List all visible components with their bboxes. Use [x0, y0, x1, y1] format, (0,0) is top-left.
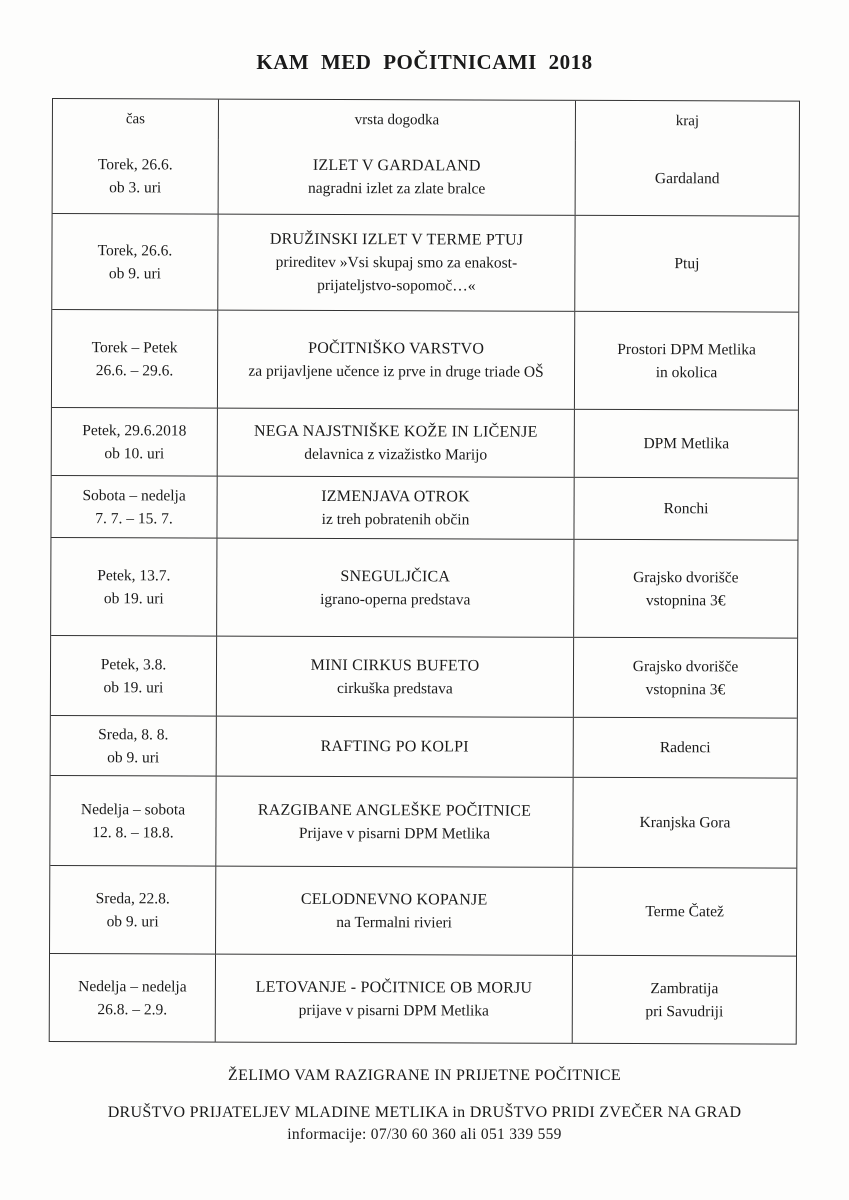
- table-header-row: [53, 99, 799, 142]
- table-row: [51, 537, 797, 638]
- event-description: Prijave v pisarni DPM Metlika: [298, 824, 491, 843]
- event-description: prireditev »Vsi skupaj smo za enakost-: [275, 253, 518, 272]
- page-title: KAM MED POČITNICAMI 2018: [256, 50, 593, 74]
- place-line: Gardaland: [654, 169, 720, 187]
- place-line: Ronchi: [663, 500, 709, 518]
- events-table: [49, 98, 800, 1045]
- time-line: 12. 8. – 18.8.: [92, 823, 174, 841]
- column-header-time: čas: [53, 99, 219, 140]
- event-title: NEGA NAJSTNIŠKE KOŽE IN LIČENJE: [254, 422, 538, 441]
- time-line: ob 9. uri: [107, 748, 160, 766]
- table-row: [50, 775, 796, 868]
- closing-wish: ŽELIMO VAM RAZIGRANE IN PRIJETNE POČITNICE: [228, 1067, 621, 1084]
- event-cell: [218, 215, 575, 311]
- time-line: ob 19. uri: [103, 678, 164, 696]
- time-line: Sobota – nedelja: [82, 486, 186, 504]
- column-header-place: kraj: [675, 112, 700, 129]
- column-header-event: vrsta dogodka: [219, 100, 576, 141]
- time-line: Torek, 26.6.: [97, 241, 173, 259]
- event-cell: [217, 477, 574, 539]
- event-description: delavnica z vizažistko Marijo: [304, 445, 488, 464]
- event-title: SNEGULJČICA: [340, 567, 451, 585]
- event-cell: [217, 717, 574, 777]
- event-description: cirkuška predstava: [337, 679, 453, 697]
- event-title: IZMENJAVA OTROK: [321, 487, 470, 505]
- table-row: [51, 635, 797, 718]
- event-description: na Termalni rivieri: [336, 913, 452, 931]
- time-cell: [52, 408, 218, 476]
- time-cell: [50, 866, 216, 954]
- event-title: POČITNIŠKO VARSTVO: [308, 339, 485, 358]
- event-cell: [217, 637, 574, 717]
- event-cell: [216, 777, 573, 867]
- place-line: Ptuj: [674, 255, 700, 273]
- place-cell: [573, 956, 796, 1044]
- event-title: RAZGIBANE ANGLEŠKE POČITNICE: [257, 801, 532, 820]
- place-line: in okolica: [655, 363, 718, 381]
- event-description: igrano-operna predstava: [320, 590, 471, 608]
- table-row: [51, 715, 797, 778]
- place-line: vstopnina 3€: [645, 680, 726, 698]
- time-line: Sreda, 8. 8.: [98, 725, 169, 743]
- time-line: 26.8. – 2.9.: [97, 1000, 168, 1018]
- time-cell: [51, 636, 217, 716]
- place-cell: [574, 540, 797, 638]
- place-cell: [575, 216, 798, 312]
- event-description: nagradni izlet za zlate bralce: [308, 179, 486, 198]
- place-line: Zambratija: [650, 979, 719, 997]
- time-line: ob 3. uri: [109, 179, 162, 197]
- event-title: MINI CIRKUS BUFETO: [310, 656, 480, 674]
- time-cell: [51, 538, 217, 636]
- time-line: Torek, 26.6.: [97, 156, 173, 174]
- event-cell: [218, 409, 575, 477]
- event-title: LETOVANJE - POČITNICE OB MORJU: [255, 978, 533, 997]
- time-cell: [52, 214, 218, 310]
- place-line: Radenci: [659, 739, 711, 757]
- table-row: [53, 139, 799, 216]
- event-cell: [216, 955, 573, 1043]
- place-cell: [574, 638, 797, 718]
- event-cell: [217, 539, 574, 637]
- table-row: [50, 865, 796, 956]
- organizers: DRUŠTVO PRIJATELJEV MLADINE METLIKA in DRUŠTVO PRIDI ZVEČER NA GRAD: [107, 1104, 742, 1121]
- event-description: za prijavljene učence iz prve in druge triade OŠ: [248, 362, 544, 381]
- time-line: ob 10. uri: [104, 444, 165, 462]
- event-title: DRUŽINSKI IZLET V TERME PTUJ: [269, 230, 524, 249]
- time-cell: [52, 310, 218, 408]
- time-line: 7. 7. – 15. 7.: [95, 509, 173, 527]
- event-cell: [218, 311, 575, 409]
- time-line: Petek, 3.8.: [100, 655, 167, 673]
- place-cell: [575, 312, 798, 410]
- time-cell: [51, 716, 217, 776]
- place-line: pri Savudriji: [645, 1002, 724, 1020]
- event-description: prijateljstvo-sopomoč…«: [317, 276, 476, 295]
- place-cell: [574, 718, 797, 778]
- event-title: IZLET V GARDALAND: [312, 156, 481, 175]
- time-line: Nedelja – nedelja: [78, 977, 187, 995]
- event-description: prijave v pisarni DPM Metlika: [298, 1001, 489, 1020]
- place-line: DPM Metlika: [643, 435, 730, 453]
- place-cell: [576, 141, 799, 216]
- time-cell: [53, 139, 219, 214]
- time-line: Nedelja – sobota: [80, 800, 186, 818]
- place-line: Terme Čatež: [645, 903, 724, 921]
- place-cell: [573, 778, 796, 868]
- time-line: ob 19. uri: [103, 589, 164, 607]
- place-line: Kranjska Gora: [639, 814, 731, 832]
- place-line: Prostori DPM Metlika: [617, 340, 756, 358]
- time-cell: [51, 476, 217, 538]
- place-cell: [574, 478, 797, 540]
- time-line: Petek, 29.6.2018: [82, 421, 187, 439]
- event-cell: [216, 867, 573, 955]
- event-title: CELODNEVNO KOPANJE: [300, 890, 488, 909]
- event-cell: [219, 140, 576, 215]
- time-line: ob 9. uri: [106, 912, 159, 930]
- place-line: Grajsko dvorišče: [632, 657, 739, 675]
- time-cell: [50, 776, 216, 866]
- table-row: [52, 407, 798, 478]
- contact-info: informacije: 07/30 60 360 ali 051 339 559: [287, 1126, 562, 1143]
- time-cell: [50, 954, 216, 1042]
- table-row: [52, 213, 798, 312]
- time-line: Petek, 13.7.: [97, 566, 171, 584]
- event-title: RAFTING PO KOLPI: [320, 737, 469, 756]
- table-row: [52, 309, 798, 410]
- place-line: vstopnina 3€: [645, 591, 726, 609]
- event-description: iz treh pobratenih občin: [321, 510, 470, 528]
- table-row: [50, 953, 796, 1044]
- time-line: Sreda, 22.8.: [95, 889, 170, 907]
- time-line: Torek – Petek: [91, 338, 178, 356]
- place-line: Grajsko dvorišče: [633, 568, 739, 586]
- time-line: 26.6. – 29.6.: [95, 361, 174, 379]
- place-cell: [573, 868, 796, 956]
- time-line: ob 9. uri: [108, 264, 161, 282]
- table-row: [51, 475, 797, 540]
- place-cell: [575, 410, 798, 478]
